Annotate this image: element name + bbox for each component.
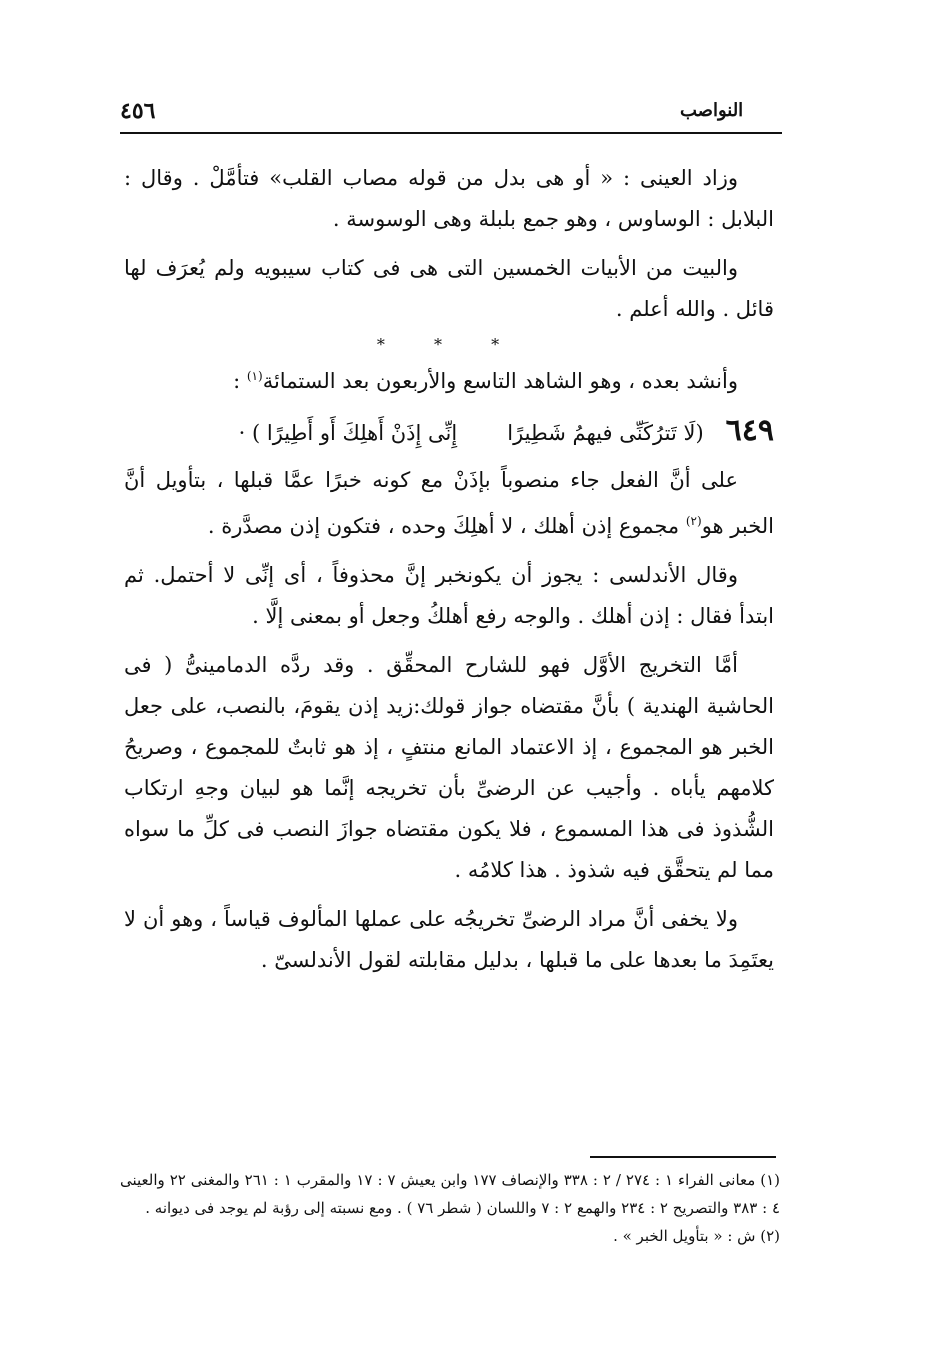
footnote-ref-1: (١) [246,369,263,383]
paragraph-3 [124,356,774,402]
footnote-ref-2: (٢) [685,514,702,528]
paragraph-3-text: وأنشد بعده ، وهو الشاهد التاسع والأربعون بعد الستمائة [262,369,738,393]
verse-number: ٦٤٩ [725,413,774,448]
paragraph-5: وقال الأندلسى : يجوز أن يكونخبر إنَّ محذوفاً ، أى إنِّى لا أحتمل. ثم ابتدأ فقال : إذن أهلك . والوجه رفع أهلكُ وجعل أو بمعنى إلَّا . [124,563,774,628]
paragraph-4 [124,460,774,547]
main-text [124,158,774,989]
paragraph-6: أمَّا التخريج الأوَّل فهو للشارح المحقِّق . وقد ردَّه الدمامينىُّ ( فى الحاشية الهندية ) بأنَّ مقتضاه جواز قولك:زيد إذن يقومَ، بالنصب، على جعل الخبر هو المجموع ، إذ الاعتماد المانع منتفٍ ، إذ هو ثابتٌ للمجموع ، وصريحُ كلامهم يأباه . وأجيب عن الرضىِّ بأن تخريجه إنَّما هو لبيان وجهِ ارتكاب الشُّذوذ فى هذا المسموع ، فلا يكون مقتضاه جوازَ النصب فى كلِّ ما سواه مما لم يتحقَّق فيه شذوذ . هذا كلامُه . [124,653,774,882]
verse-first-half: (لَا تَترُكَنِّى فيهمُ شَطِيرًا [507,421,704,445]
running-title: النواصب [680,100,744,121]
footnote-divider [590,1156,776,1158]
paragraph-1: وزاد العينى : « أو هى بدل من قوله مصاب القلب» فتأمَّلْ . وقال : البلابل : الوساوس ، وهو جمع بلبلة وهى الوسوسة . [124,166,774,231]
verse-second-half: إِنِّى إِذَنْ أَهلِكَ أَو أَطِيرًا ) · [238,421,458,445]
paragraph-4-b: مجموع إذن أهلك ، لا أهلِكَ وحده ، فتكون إذن مصدَّرة . [207,514,686,538]
footnote-1: (١) معانى الفراء ١ : ٢٧٤ / ٢ : ٣٣٨ والإنصاف ١٧٧ وابن يعيش ٧ : ١٧ والمقرب ١ : ٢٦١ والمغنى ٢٢ والعينى ٤ : ٣٨٣ والتصريح ٢ : ٢٣٤ والهمع ٢ : ٧ واللسان ( شطر ٧٦ ) . ومع نسبته إلى رؤبة لم يوجد فى ديوانه . [120,1171,781,1217]
page-header [120,94,782,134]
footnotes [120,1166,780,1250]
poetry-verse [124,410,774,454]
page-number: ٤٥٦ [120,98,156,124]
paragraph-2: والبيت من الأبيات الخمسين التى هى فى كتاب سيبويه ولم يُعرَف لها قائل . والله أعلم . [124,256,774,321]
section-separator: * * * [376,335,522,354]
paragraph-3-end: : [233,369,247,393]
paragraph-4-a: على أنَّ الفعل جاء منصوباً بإذَنْ مع كونه خبرًا عمَّا قبلها ، بتأويل أنَّ الخبر هو [124,468,774,538]
footnote-2: (٢) ش : « بتأويل الخبر » . [613,1227,780,1245]
paragraph-7: ولا يخفى أنَّ مراد الرضىِّ تخريجُه على عملها المألوف قياساً ، وهو أن لا يعتَمِدَ ما بعدها على ما قبلها ، بدليل مقابلته لقول الأندلسىّ . [124,907,774,972]
